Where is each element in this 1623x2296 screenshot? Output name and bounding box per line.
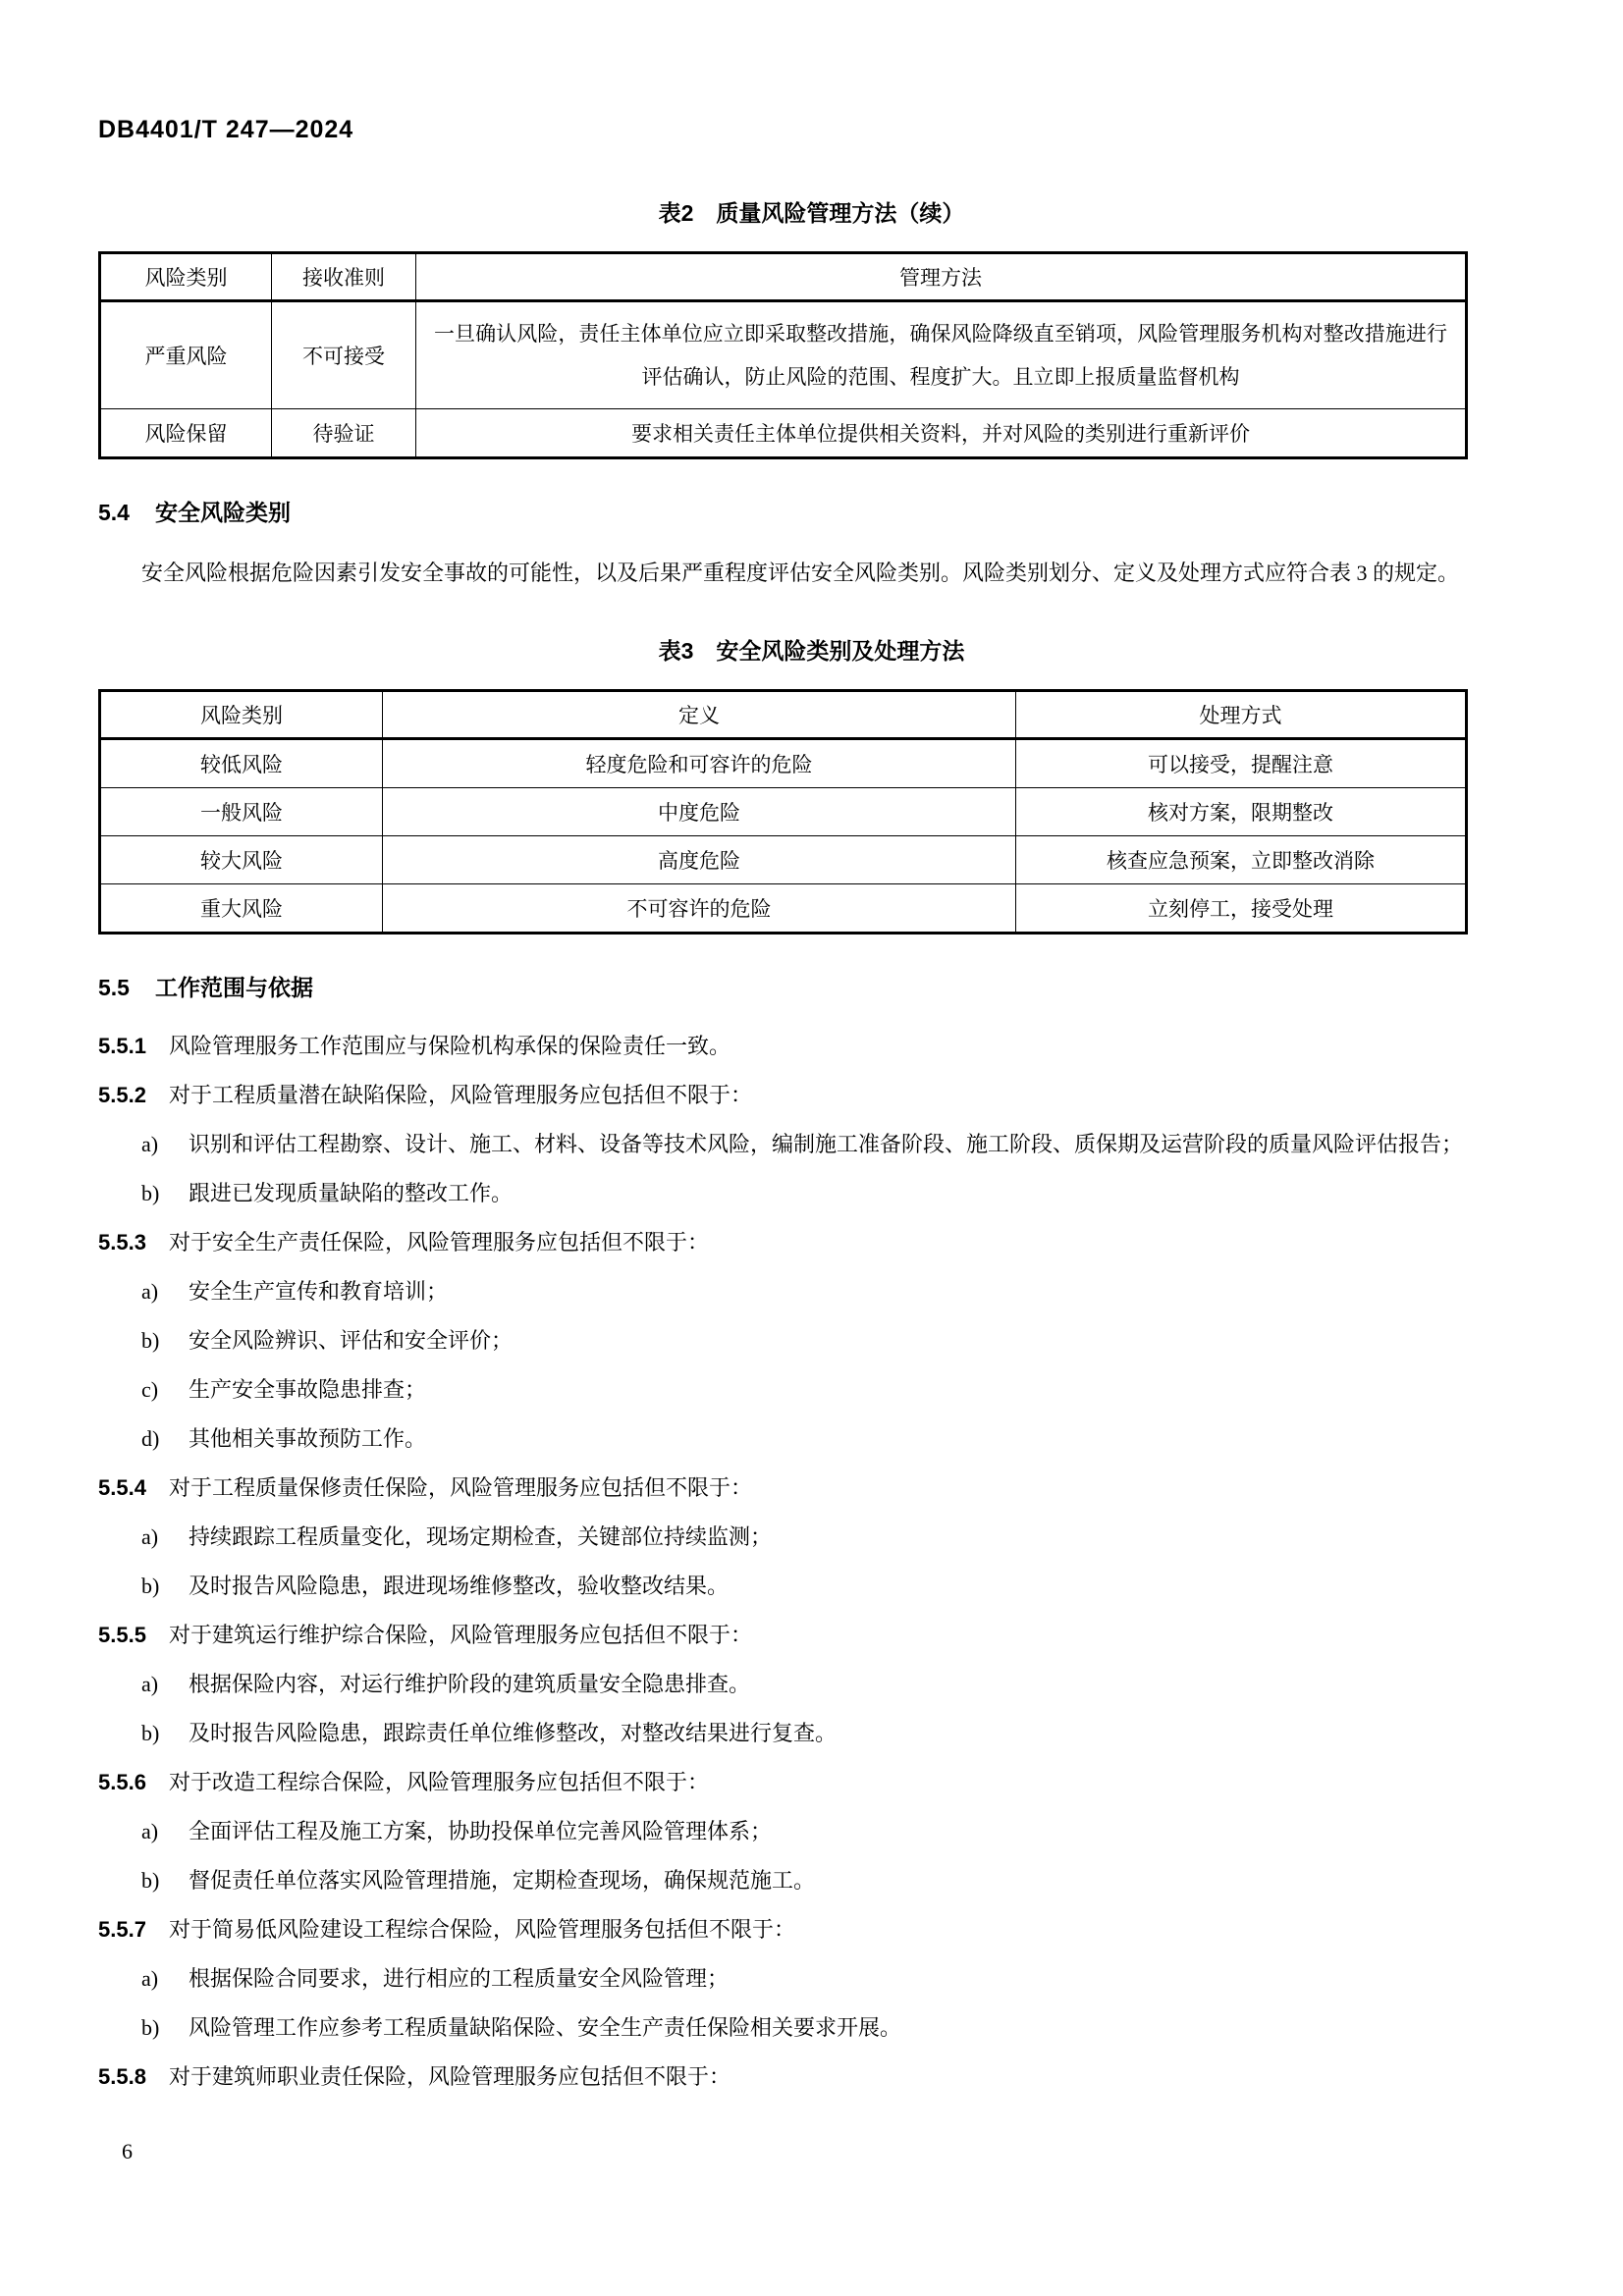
table-row (100, 788, 1467, 836)
list-letter: b) (141, 1328, 160, 1353)
table-row (100, 409, 1467, 458)
clause-text: 识别和评估工程勘察、设计、施工、材料、设备等技术风险，编制施工准备阶段、施工阶段、质保期及运营阶段的质量风险评估报告； (189, 1132, 1464, 1156)
table-cell-risk-category: 重大风险 (100, 884, 383, 934)
clause-number: 5.5.2 (98, 1083, 146, 1107)
clause-number: 5.5.8 (98, 2064, 146, 2089)
clause-number: 5.5.7 (98, 1917, 146, 1942)
clause-5-5-3 (98, 1218, 1525, 1267)
clause-text: 对于工程质量潜在缺陷保险，风险管理服务应包括但不限于： (169, 1083, 753, 1107)
clause-text: 全面评估工程及施工方案，协助投保单位完善风险管理体系； (189, 1819, 773, 1843)
clause-5-5-4 (98, 1464, 1525, 1513)
clause-5-5-6-b (98, 1856, 1525, 1905)
quality-risk-management-table (98, 251, 1468, 459)
clause-number: 5.5.6 (98, 1770, 146, 1794)
table3-header-risk-category: 风险类别 (100, 691, 383, 739)
section-5-5-heading (98, 970, 1525, 1002)
clause-text: 风险管理服务工作范围应与保险机构承保的保险责任一致。 (169, 1034, 731, 1058)
table-cell-definition: 中度危险 (383, 788, 1016, 836)
clause-5-5-5-b (98, 1709, 1525, 1758)
clause-text: 根据保险内容，对运行维护阶段的建筑质量安全隐患排查。 (189, 1672, 751, 1696)
clause-5-5-3-b (98, 1316, 1525, 1365)
table-row (100, 739, 1467, 788)
clause-text: 安全生产宣传和教育培训； (189, 1279, 449, 1304)
list-letter: a) (141, 1966, 159, 1991)
clause-text: 安全风险辨识、评估和安全评价； (189, 1328, 514, 1353)
clause-text: 对于建筑师职业责任保险，风险管理服务应包括但不限于： (169, 2064, 731, 2089)
clause-text: 根据保险合同要求，进行相应的工程质量安全风险管理； (189, 1966, 730, 1991)
table3-header-definition: 定义 (383, 691, 1016, 739)
list-letter: b) (141, 1868, 160, 1893)
clause-text: 其他相关事故预防工作。 (189, 1426, 427, 1451)
section-title: 安全风险类别 (154, 500, 291, 525)
list-letter: a) (141, 1672, 159, 1696)
clause-5-5-5-a (98, 1660, 1525, 1709)
table-cell-acceptance: 不可接受 (272, 301, 416, 409)
table-cell-risk-category: 一般风险 (100, 788, 383, 836)
clause-text: 及时报告风险隐患，跟进现场维修整改，验收整改结果。 (189, 1574, 730, 1598)
clause-5-5-7 (98, 1905, 1525, 1954)
section-title: 工作范围与依据 (154, 975, 313, 1000)
list-letter: b) (141, 2015, 160, 2040)
clause-5-5-3-c (98, 1365, 1525, 1415)
clause-5-5-6 (98, 1758, 1525, 1807)
table-cell-handling: 核查应急预案，立即整改消除 (1016, 836, 1467, 884)
clause-5-5-6-a (98, 1807, 1525, 1856)
clause-5-5-7-b (98, 2003, 1525, 2053)
clause-5-5-7-a (98, 1954, 1525, 2003)
section-5-5-clauses (98, 1022, 1525, 2102)
table2-header-risk-category: 风险类别 (100, 253, 272, 301)
table-header-row (100, 691, 1467, 739)
table2-caption: 表2 质量风险管理方法（续） (658, 200, 965, 226)
clause-5-5-3-d (98, 1415, 1525, 1464)
table-cell-definition: 不可容许的危险 (383, 884, 1016, 934)
list-letter: b) (141, 1574, 160, 1598)
table-cell-risk-category: 风险保留 (100, 409, 272, 458)
clause-text: 风险管理工作应参考工程质量缺陷保险、安全生产责任保险相关要求开展。 (189, 2015, 902, 2040)
section-number: 5.5 (98, 975, 130, 1000)
clause-5-5-4-a (98, 1513, 1525, 1562)
table-cell-risk-category: 较大风险 (100, 836, 383, 884)
table2-header-acceptance-criteria: 接收准则 (272, 253, 416, 301)
table-cell-risk-category: 较低风险 (100, 739, 383, 788)
clause-5-5-3-a (98, 1267, 1525, 1316)
clause-number: 5.5.4 (98, 1475, 146, 1500)
clause-5-5-4-b (98, 1562, 1525, 1611)
clause-number: 5.5.1 (98, 1034, 146, 1058)
table-row (100, 884, 1467, 934)
clause-number: 5.5.5 (98, 1623, 146, 1647)
clause-5-5-1 (98, 1022, 1525, 1071)
table-cell-method: 一旦确认风险，责任主体单位应立即采取整改措施，确保风险降级直至销项，风险管理服务机构对整改措施进行评估确认，防止风险的范围、程度扩大。且立即上报质量监督机构 (416, 301, 1467, 409)
clause-text: 生产安全事故隐患排查； (189, 1377, 427, 1402)
page-number: 6 (122, 2139, 133, 2163)
list-letter: a) (141, 1524, 159, 1549)
table-cell-definition: 高度危险 (383, 836, 1016, 884)
table-cell-method: 要求相关责任主体单位提供相关资料，并对风险的类别进行重新评价 (416, 409, 1467, 458)
list-letter: b) (141, 1721, 160, 1745)
table-cell-risk-category: 严重风险 (100, 301, 272, 409)
table-cell-handling: 可以接受，提醒注意 (1016, 739, 1467, 788)
table-row (100, 836, 1467, 884)
table-cell-handling: 立刻停工，接受处理 (1016, 884, 1467, 934)
clause-5-5-8 (98, 2053, 1525, 2102)
clause-text: 对于简易低风险建设工程综合保险，风险管理服务包括但不限于： (169, 1917, 796, 1942)
table-cell-handling: 核对方案，限期整改 (1016, 788, 1467, 836)
table3-caption: 表3 安全风险类别及处理方法 (658, 638, 965, 664)
clause-text: 对于工程质量保修责任保险，风险管理服务应包括但不限于： (169, 1475, 753, 1500)
table-cell-definition: 轻度危险和可容许的危险 (383, 739, 1016, 788)
clause-5-5-2-b (98, 1169, 1525, 1218)
standard-code: DB4401/T 247—2024 (98, 116, 354, 143)
clause-5-5-2 (98, 1071, 1525, 1120)
clause-5-5-5 (98, 1611, 1525, 1660)
list-letter: a) (141, 1819, 159, 1843)
clause-text: 对于安全生产责任保险，风险管理服务应包括但不限于： (169, 1230, 710, 1255)
list-letter: c) (141, 1377, 159, 1402)
section-number: 5.4 (98, 500, 130, 525)
table-header-row (100, 253, 1467, 301)
section-5-4-paragraph: 安全风险根据危险因素引发安全事故的可能性，以及后果严重程度评估安全风险类别。风险类别划分、定义及处理方式应符合表 3 的规定。 (141, 561, 1460, 585)
clause-text: 对于建筑运行维护综合保险，风险管理服务应包括但不限于： (169, 1623, 753, 1647)
section-5-4-heading (98, 495, 1525, 527)
list-letter: a) (141, 1279, 159, 1304)
clause-text: 及时报告风险隐患，跟踪责任单位维修整改，对整改结果进行复查。 (189, 1721, 838, 1745)
table2-header-management-method: 管理方法 (416, 253, 1467, 301)
table-cell-acceptance: 待验证 (272, 409, 416, 458)
list-letter: b) (141, 1181, 160, 1205)
list-letter: d) (141, 1426, 160, 1451)
safety-risk-table (98, 689, 1468, 934)
clause-text: 对于改造工程综合保险，风险管理服务应包括但不限于： (169, 1770, 710, 1794)
list-letter: a) (141, 1132, 159, 1156)
table3-header-handling: 处理方式 (1016, 691, 1467, 739)
clause-text: 督促责任单位落实风险管理措施，定期检查现场，确保规范施工。 (189, 1868, 816, 1893)
clause-text: 跟进已发现质量缺陷的整改工作。 (189, 1181, 514, 1205)
clause-number: 5.5.3 (98, 1230, 146, 1255)
clause-text: 持续跟踪工程质量变化，现场定期检查，关键部位持续监测； (189, 1524, 773, 1549)
table-row (100, 301, 1467, 409)
clause-5-5-2-a (98, 1120, 1525, 1169)
